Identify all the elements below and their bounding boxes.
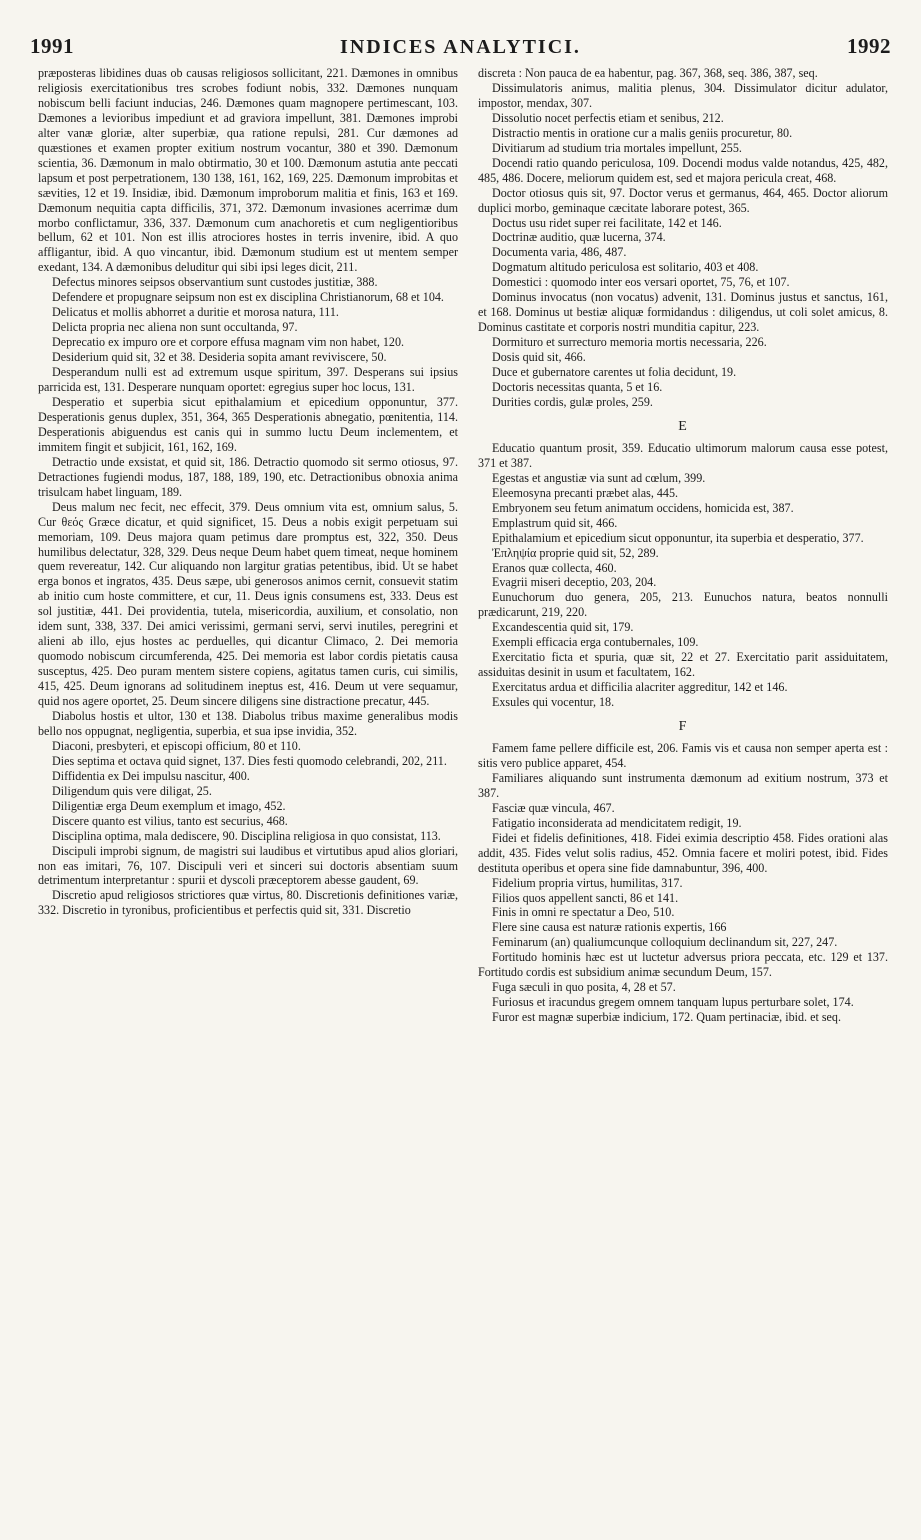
index-entry: Educatio quantum prosit, 359. Educatio ultimorum malorum causa esse potest, 371 et 387. — [478, 440, 888, 470]
index-entry: Dogmatum altitudo periculosa est solitario, 403 et 408. — [492, 260, 759, 275]
index-entry: Egestas et angustiæ via sunt ad cœlum, 399. — [492, 470, 706, 485]
index-entry: Fuga sæculi in quo posita, 4, 28 et 57. — [492, 980, 676, 995]
index-entry: Eranos quæ collecta, 460. — [492, 560, 617, 575]
section-letter-f: F — [678, 719, 688, 735]
index-entry: Deprecatio ex impuro ore et corpore effusa magnam vim non habet, 120. — [52, 335, 405, 350]
index-entry: Diligentiæ erga Deum exemplum et imago, 452. — [52, 798, 286, 813]
index-entry: Flere sine causa est naturæ rationis expertis, 166 — [492, 920, 727, 935]
index-entry: Eleemosyna precanti præbet alas, 445. — [492, 485, 679, 500]
index-entry: Evagrii miseri deceptio, 203, 204. — [492, 575, 657, 590]
index-entry: Finis in omni re spectatur a Deo, 510. — [492, 905, 675, 920]
index-entry: Delicatus et mollis abhorret a duritie et morosa natura, 111. — [52, 305, 339, 320]
index-entry: Dosis quid sit, 466. — [492, 350, 586, 365]
index-entry: Disciplina optima, mala dediscere, 90. Disciplina religiosa in quo consistat, 113. — [52, 828, 441, 843]
index-entry: Duce et gubernatore carentes ut folia decidunt, 19. — [492, 365, 737, 380]
index-entry: Fasciæ quæ vincula, 467. — [492, 800, 615, 815]
index-entry: Exercitatio ficta et spuria, quæ sit, 22 et 27. Exercitatio parit assiduitatem, assiduitas desinit in usum et facultatem, 162. — [478, 650, 888, 680]
index-entry: Fidei et fidelis definitiones, 418. Fidei eximia descriptio 458. Fides orationi alas addit, 435. Fides velut solis radius, 452. Omnia facere et moliri potest, ibid. Fides destituta operibus et opera sine fide damnabuntur, 396, 400. — [478, 830, 888, 875]
index-entry: Desperandum nulli est ad extremum usque spiritum, 397. Desperans sui ipsius parricida est, 131. Desperare nunquam oportet: egregius super hoc locus, 131. — [38, 365, 458, 395]
page-header — [30, 34, 891, 60]
index-entry: Discipuli improbi signum, de magistri sui laudibus et virtutibus apud alios gloriari, non eas imitari, 76, 107. Discipuli veri et sinceri sui doctoris absentiam suum detrimentum interpretantur : spurii et dyscoli præceptorem abesse gaudent, 69. — [38, 843, 458, 888]
index-entry: Diffidentia ex Dei impulsu nascitur, 400. — [52, 768, 250, 783]
index-entry: Delicta propria nec aliena non sunt occultanda, 97. — [52, 320, 298, 335]
index-entry: Eunuchorum duo genera, 205, 213. Eunuchos natura, beatos nonnulli prædicarunt, 219, 220. — [478, 590, 888, 620]
index-entry: Desperatio et superbia sicut epithalamium et epicedium opponuntur, 377. Desperationis genus duplex, 351, 364, 365 Desperationis abnegatio, pœnitentia, 114. Desperationis abiguendus est canis qui in summo luctu Deum inclementem, et immitem fingit et subjicit, 161, 162, 169. — [38, 394, 458, 454]
right-page-number: 1992 — [846, 34, 891, 58]
index-entry: Desiderium quid sit, 32 et 38. Desideria sopita amant reviviscere, 50. — [52, 350, 387, 365]
index-entry: Emplastrum quid sit, 466. — [492, 515, 618, 530]
index-entry: Doctus usu ridet super rei facilitate, 142 et 146. — [492, 215, 722, 230]
index-entry: Doctoris necessitas quanta, 5 et 16. — [492, 380, 663, 395]
index-entry: Furor est magnæ superbiæ indicium, 172. Quam pertinaciæ, ibid. et seq. — [492, 1010, 841, 1025]
index-entry: Familiares aliquando sunt instrumenta dæmonum ad exitium nostrum, 373 et 387. — [478, 770, 888, 800]
index-entry: Exempli efficacia erga contubernales, 109. — [492, 635, 699, 650]
index-entry: Defectus minores seipsos observantium sunt custodes justitiæ, 388. — [52, 275, 378, 290]
index-entry: Dissimulatoris animus, malitia plenus, 304. Dissimulator dicitur adulator, impostor, mendax, 307. — [478, 80, 888, 110]
index-entry: Domestici : quomodo inter eos versari oportet, 75, 76, et 107. — [492, 275, 790, 290]
index-entry: Documenta varia, 486, 487. — [492, 245, 627, 260]
index-entry: Dissolutio nocet perfectis etiam et senibus, 212. — [492, 110, 724, 125]
index-entry: Doctrinæ auditio, quæ lucerna, 374. — [492, 230, 666, 245]
index-entry: Discretio apud religiosos strictiores quæ virtus, 80. Discretionis definitiones variæ, 332. Discretio in tyronibus, proficientibus et perfectis quid sit, 331. Discretio — [38, 888, 458, 918]
index-entry: Durities cordis, gulæ proles, 259. — [492, 394, 653, 409]
index-entry: Dies septima et octava quid signet, 137. Dies festi quomodo celebrandi, 202, 211. — [52, 753, 447, 768]
index-entry: Filios quos appellent sancti, 86 et 141. — [492, 890, 679, 905]
index-entry: Detractio unde exsistat, et quid sit, 186. Detractio quomodo sit sermo otiosus, 97. Detractiones fugiendi modus, 187, 188, 189, 190, etc. Detractionibus obnoxia anima trisulcam habet linguam, 189. — [38, 454, 458, 499]
left-page-number: 1991 — [30, 34, 74, 58]
index-entry: Exsules qui vocentur, 18. — [492, 695, 615, 710]
index-entry: præposteras libidines duas ob causas religiosos sollicitant, 221. Dæmones in omnibus religiosis exercitationibus tres scrobes fodiunt nobis, 332. Dæmones nunquam nobiscum belli faciunt inducias, 246. Dæmones quam magnopere pertimescant, 103. Dæmones a levioribus impediunt et ad graviora impellunt, 381. Dæmones improbi alter vanæ gloriæ, alter superbiæ, qua ratione repulsi, 281. Cur dæmones ad quæstiones et examen propter exitium nostrum vocantur, 380 et 390. Dæmonum scientia, 36. Dæmonum in malo obtirmatio, 30 et 100. Dæmonum astutia ante peccati lapsum et post perpetrationem, 130 138, 161, 162, 169, 225. Dæmonum improbitas et sævities, 12 et 19. Insidiæ, ibid. Dæmonum improborum malitia et finis, 163 et 169. Dæmonum nequitia capta difficilis, 371, 372. Dæmonum invasiones acerrimæ dum morbo conflictamur, 336, 337. Dæmonum cum anachoretis et cum negligentioribus bellum, 62 et 101. Non est illis atrociores hostes in terris invenire, ibid. A quo affligantur, ibid. A quo vincantur, ibid. Dæmonum studium est ut mentem semper exedant, 134. A dæmonibus deluditur qui sibi ipsi leges dicit, 211. — [38, 66, 458, 275]
index-entry: Feminarum (an) qualiumcunque colloquium declinandum sit, 227, 247. — [492, 935, 838, 950]
index-entry: Dominus invocatus (non vocatus) advenit, 131. Dominus justus et sanctus, 161, et 168. Dominus ut bestiæ aliquæ formidandus : diligendus, ut coli solet amicus, 8. Dominus castitate et corporis nostri munditia capitur, 223. — [478, 290, 888, 335]
index-entry: Dormituro et surrecturo memoria mortis necessaria, 226. — [492, 335, 767, 350]
index-entry: Docendi ratio quando periculosa, 109. Docendi modus valde notandus, 425, 482, 485, 486. Docere, meliorum quidem est, sed et majora pericula creat, 468. — [478, 155, 888, 185]
index-entry: Diaconi, presbyteri, et episcopi officium, 80 et 110. — [52, 738, 301, 753]
index-entry: Ἐπληψία proprie quid sit, 52, 289. — [492, 545, 659, 560]
index-entry: Diligendum quis vere diligat, 25. — [52, 783, 212, 798]
index-entry: Excandescentia quid sit, 179. — [492, 620, 634, 635]
index-entry: Embryonem seu fetum animatum occidens, homicida est, 387. — [492, 500, 794, 515]
index-entry: Fatigatio inconsiderata ad mendicitatem redigit, 19. — [492, 815, 742, 830]
index-entry: Furiosus et iracundus gregem omnem tanquam lupus perturbare solet, 174. — [492, 995, 854, 1010]
index-entry: Fortitudo hominis hæc est ut luctetur adversus priora peccata, etc. 129 et 137. Fortitudo cordis est subsidium animæ secundum Deum, 157. — [478, 950, 888, 980]
index-entry: Discere quanto est vilius, tanto est securius, 468. — [52, 813, 288, 828]
index-entry: discreta : Non pauca de ea habentur, pag. 367, 368, seq. 386, 387, seq. — [478, 66, 818, 80]
left-column — [38, 66, 458, 1516]
index-entry: Exercitatus ardua et difficilia alacriter aggreditur, 142 et 146. — [492, 680, 788, 695]
index-entry: Divitiarum ad studium tria mortales impellunt, 255. — [492, 140, 742, 155]
index-entry: Diabolus hostis et ultor, 130 et 138. Diabolus tribus maxime generalibus modis bello nos oppugnat, negligentia, superbia, et sua ipse invidia, 352. — [38, 708, 458, 738]
index-entry: Defendere et propugnare seipsum non est ex disciplina Christianorum, 68 et 104. — [52, 290, 444, 305]
section-letter-e: E — [678, 418, 688, 434]
index-entry: Doctor otiosus quis sit, 97. Doctor verus et germanus, 464, 465. Doctor aliorum duplici morbo, geminaque cæcitate laborare potest, 365. — [478, 185, 888, 215]
index-entry: Fidelium propria virtus, humilitas, 317. — [492, 875, 683, 890]
running-title: INDICES ANALYTICI. — [340, 36, 581, 58]
index-entry: Distractio mentis in oratione cur a malis geniis procuretur, 80. — [492, 125, 793, 140]
index-entry: Deus malum nec fecit, nec effecit, 379. Deus omnium vita est, omnium salus, 5. Cur θεός Græce dicatur, et quid significet, 15. Deus a nobis exigit perpetuam sui memoriam, 109. Deus majora quam petimus dare promptus est, 322, 350. Deus humilibus delectatur, 328, 329. Deus neque Deum habet quem timeat, neque hominem quem revereatur, 142. Cur aliquando non largitur gratias petentibus, ibid. Ut se habet erga bonos et ingratos, 435. Deus sæpe, ubi generosos animos cernit, consuevit statim ab initio cum hoste committere, et cur, 11. Deus ignis consumens est, 333. Deus est sol justitiæ, 441. Dei providentia, tutela, misericordia, auxilium, et consolatio, non idem sunt, 338, 337. Dei amici verissimi, germani servi, servi inutiles, peregrini et alieni ab illo, ejus hostes ac perduelles, qui dicantur Climaco, 2. Dei memoria quomodo nobiscum circumferenda, 425. Dei memoria est labor cordis pietatis causa susceptus, 425. Deo puram mentem sistere copiens, agitatus tamen curis, cui similis, 415, 425. Deum ignorans ad solitudinem ineptus est, 416. Deum ut vere sequamur, quid nos agere oportet, 25. Deum sincere diligens sine distractione precatur, 445. — [38, 499, 458, 709]
right-column — [478, 66, 888, 1516]
index-entry: Famem fame pellere difficile est, 206. Famis vis et causa non semper aperta est : sitis vero publice apparet, 454. — [478, 740, 888, 770]
index-entry: Epithalamium et epicedium sicut opponuntur, ita superbia et desperatio, 377. — [492, 530, 864, 545]
